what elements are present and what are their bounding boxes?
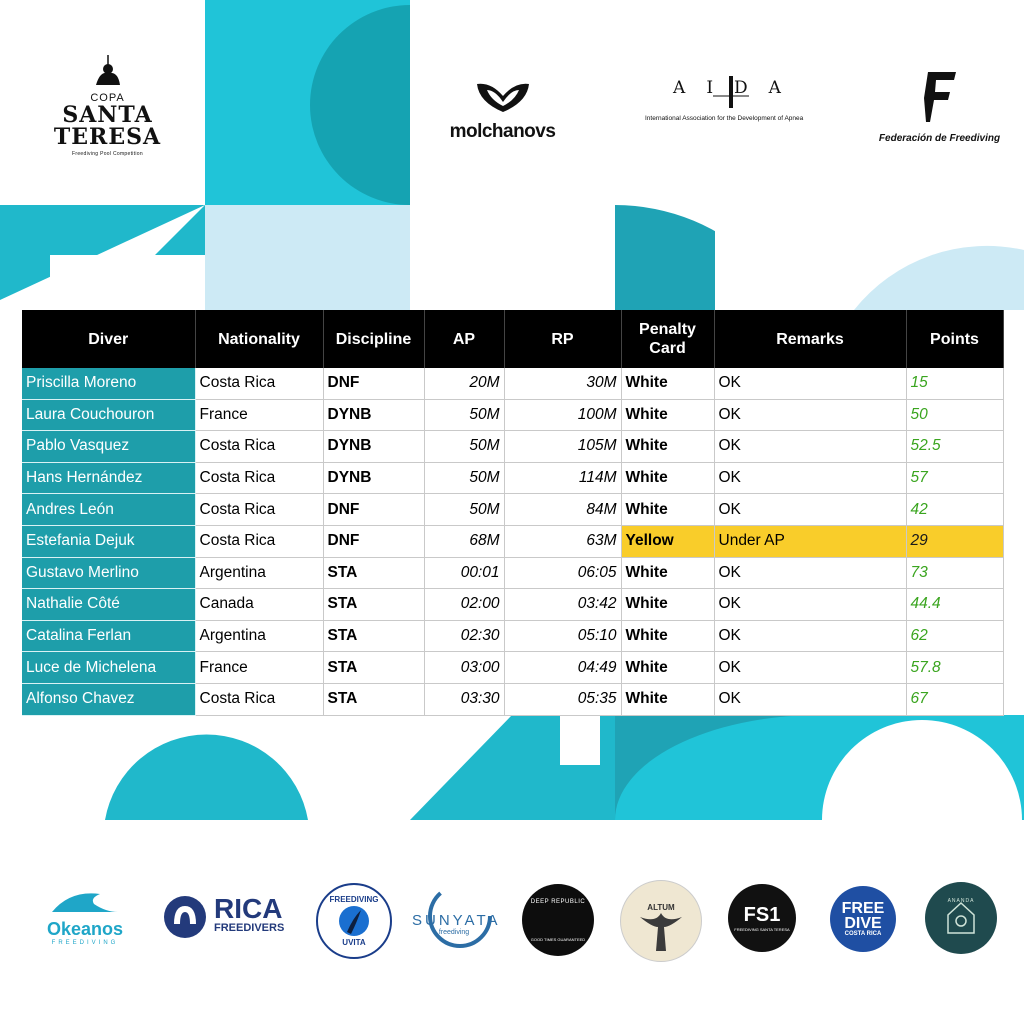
altum-text: ALTUM: [647, 902, 675, 912]
header-ap: AP: [424, 310, 504, 368]
remarks-cell: Under AP: [714, 525, 906, 557]
discipline-cell: DYNB: [323, 431, 424, 463]
santa-tagline: Freediving Pool Competition: [72, 151, 143, 157]
federacion-text: Federación de Freediving: [878, 133, 1001, 144]
rica-text: RICA: [214, 893, 283, 924]
diver-cell: Priscilla Moreno: [22, 368, 195, 399]
rp-cell: 114M: [504, 462, 621, 494]
nationality-cell: Argentina: [195, 620, 323, 652]
header-points: Points: [906, 310, 1003, 368]
teresa-text: TERESA: [53, 124, 162, 150]
nationality-cell: France: [195, 652, 323, 684]
discipline-cell: DNF: [323, 494, 424, 526]
ap-cell: 50M: [424, 431, 504, 463]
aida-logo: [645, 78, 820, 122]
remarks-cell: OK: [714, 683, 906, 715]
deep-republic-subtext: GOOD TIMES GUARANTEED: [530, 936, 586, 942]
points-cell: 57.8: [906, 652, 1003, 684]
nationality-cell: Canada: [195, 589, 323, 621]
remarks-cell: OK: [714, 494, 906, 526]
remarks-cell: OK: [714, 431, 906, 463]
freediving-uvita-logo: [316, 883, 392, 959]
diver-cell: Nathalie Côté: [22, 589, 195, 621]
penalty-card-cell: White: [621, 683, 714, 715]
sunyata-subtext: freediving: [438, 929, 470, 936]
remarks-cell: OK: [714, 462, 906, 494]
points-cell: 62: [906, 620, 1003, 652]
diver-cell: Andres León: [22, 494, 195, 526]
table-row: [22, 620, 1003, 652]
diver-cell: Alfonso Chavez: [22, 683, 195, 715]
nationality-cell: Costa Rica: [195, 431, 323, 463]
header-penalty-line1: Penalty: [639, 321, 696, 338]
ap-cell: 03:30: [424, 683, 504, 715]
altum-logo: [620, 880, 702, 962]
diver-cell: Laura Couchouron: [22, 399, 195, 431]
sunyata-logo: [412, 886, 501, 936]
remarks-cell: OK: [714, 557, 906, 589]
discipline-cell: DYNB: [323, 462, 424, 494]
copa-text: COPA: [90, 92, 125, 104]
penalty-card-cell: White: [621, 368, 714, 399]
nationality-cell: France: [195, 399, 323, 431]
remarks-cell: OK: [714, 399, 906, 431]
diver-cell: Hans Hernández: [22, 462, 195, 494]
penalty-card-cell: White: [621, 399, 714, 431]
header-discipline: Discipline: [323, 310, 424, 368]
aida-diver-icon: [701, 72, 761, 112]
penalty-card-cell: Yellow: [621, 525, 714, 557]
header-remarks: Remarks: [714, 310, 906, 368]
discipline-cell: DYNB: [323, 399, 424, 431]
remarks-cell: OK: [714, 620, 906, 652]
points-cell: 44.4: [906, 589, 1003, 621]
rp-cell: 63M: [504, 525, 621, 557]
okeanos-logo: [35, 888, 135, 946]
fs1-subtext: FREEDIVING SANTA TERESA: [734, 927, 790, 932]
rica-subtext: FREEDIVERS: [214, 922, 285, 934]
rica-freedivers-logo: [162, 893, 302, 934]
ap-cell: 02:00: [424, 589, 504, 621]
uvita-top-text: FREEDIVING: [329, 895, 379, 904]
points-cell: 52.5: [906, 431, 1003, 463]
deep-republic-text: DEEP REPUBLIC: [530, 898, 586, 905]
table-row: [22, 652, 1003, 684]
points-cell: 73: [906, 557, 1003, 589]
fs1-logo: [728, 884, 796, 952]
rp-cell: 06:05: [504, 557, 621, 589]
fs1-text: FS1: [743, 904, 781, 926]
nationality-cell: Costa Rica: [195, 462, 323, 494]
diver-cell: Pablo Vasquez: [22, 431, 195, 463]
molchanovs-logo: [440, 80, 565, 143]
molchanovs-m-icon: [473, 80, 533, 114]
header-penalty-line2: Card: [649, 340, 686, 357]
header-penalty-card: [621, 310, 714, 368]
diver-cell: Catalina Ferlan: [22, 620, 195, 652]
table-row: [22, 399, 1003, 431]
points-cell: 57: [906, 462, 1003, 494]
rp-cell: 84M: [504, 494, 621, 526]
penalty-card-cell: White: [621, 494, 714, 526]
temple-icon: [946, 901, 976, 935]
costa-rica-text: COSTA RICA: [844, 931, 882, 937]
aida-text: AIDA: [673, 78, 802, 98]
deep-republic-logo: [522, 884, 594, 956]
ap-cell: 00:01: [424, 557, 504, 589]
points-cell: 15: [906, 368, 1003, 399]
federacion-f-icon: [920, 68, 960, 124]
molchanovs-text: molchanovs: [449, 121, 556, 142]
federacion-logo: [872, 68, 1007, 144]
aida-subtitle: International Association for the Development of Apnea: [645, 115, 804, 122]
discipline-cell: DNF: [323, 525, 424, 557]
rp-cell: 100M: [504, 399, 621, 431]
sunyata-text: SUNYATA: [412, 912, 501, 929]
penalty-card-cell: White: [621, 557, 714, 589]
rp-cell: 04:49: [504, 652, 621, 684]
remarks-cell: OK: [714, 652, 906, 684]
uvita-bottom-text: UVITA: [342, 938, 366, 947]
penalty-card-cell: White: [621, 462, 714, 494]
santa-text: SANTA: [62, 102, 153, 128]
table-row: [22, 431, 1003, 463]
ap-cell: 68M: [424, 525, 504, 557]
diver-cell: Luce de Michelena: [22, 652, 195, 684]
table-row: [22, 557, 1003, 589]
nationality-cell: Costa Rica: [195, 494, 323, 526]
ananda-text: ANANDA: [947, 898, 975, 904]
results-table: [22, 310, 1004, 716]
table-row: [22, 589, 1003, 621]
points-cell: 67: [906, 683, 1003, 715]
rp-cell: 03:42: [504, 589, 621, 621]
free-dive-costa-rica-logo: [830, 886, 896, 952]
ap-cell: 50M: [424, 494, 504, 526]
table-row: [22, 683, 1003, 715]
penalty-card-cell: White: [621, 620, 714, 652]
nationality-cell: Costa Rica: [195, 368, 323, 399]
ap-cell: 20M: [424, 368, 504, 399]
diver-cell: Gustavo Merlino: [22, 557, 195, 589]
diver-cell: Estefania Dejuk: [22, 525, 195, 557]
rp-cell: 05:35: [504, 683, 621, 715]
rp-cell: 30M: [504, 368, 621, 399]
discipline-cell: STA: [323, 557, 424, 589]
discipline-cell: DNF: [323, 368, 424, 399]
remarks-cell: OK: [714, 368, 906, 399]
ananda-logo: [925, 882, 997, 954]
nationality-cell: Costa Rica: [195, 525, 323, 557]
penalty-card-cell: White: [621, 431, 714, 463]
okeanos-text: Okeanos: [46, 919, 124, 939]
penalty-card-cell: White: [621, 652, 714, 684]
santa-teresa-logo: [45, 55, 170, 157]
discipline-cell: STA: [323, 683, 424, 715]
ap-cell: 03:00: [424, 652, 504, 684]
okeanos-subtext: FREEDIVING: [51, 940, 119, 946]
remarks-cell: OK: [714, 589, 906, 621]
discipline-cell: STA: [323, 620, 424, 652]
header-rp: RP: [504, 310, 621, 368]
ap-cell: 02:30: [424, 620, 504, 652]
points-cell: 29: [906, 525, 1003, 557]
table-header-row: [22, 310, 1003, 368]
free-text: FREE: [841, 900, 885, 917]
table-row: [22, 368, 1003, 399]
points-cell: 42: [906, 494, 1003, 526]
sunyata-ring-icon: [412, 880, 501, 950]
table-row: [22, 494, 1003, 526]
nationality-cell: Argentina: [195, 557, 323, 589]
whale-tail-icon: [636, 911, 686, 951]
table-row-highlighted: [22, 525, 1003, 557]
rica-circle-icon: [162, 894, 208, 940]
horseman-icon: [88, 55, 128, 87]
table-row: [22, 462, 1003, 494]
header-diver: Diver: [22, 310, 195, 368]
wave-icon: [50, 888, 120, 914]
rp-cell: 05:10: [504, 620, 621, 652]
dive-text: DIVE: [844, 915, 882, 932]
header-nationality: Nationality: [195, 310, 323, 368]
diver-icon: [337, 904, 371, 938]
ap-cell: 50M: [424, 462, 504, 494]
discipline-cell: STA: [323, 652, 424, 684]
nationality-cell: Costa Rica: [195, 683, 323, 715]
penalty-card-cell: White: [621, 589, 714, 621]
discipline-cell: STA: [323, 589, 424, 621]
points-cell: 50: [906, 399, 1003, 431]
ap-cell: 50M: [424, 399, 504, 431]
rp-cell: 105M: [504, 431, 621, 463]
